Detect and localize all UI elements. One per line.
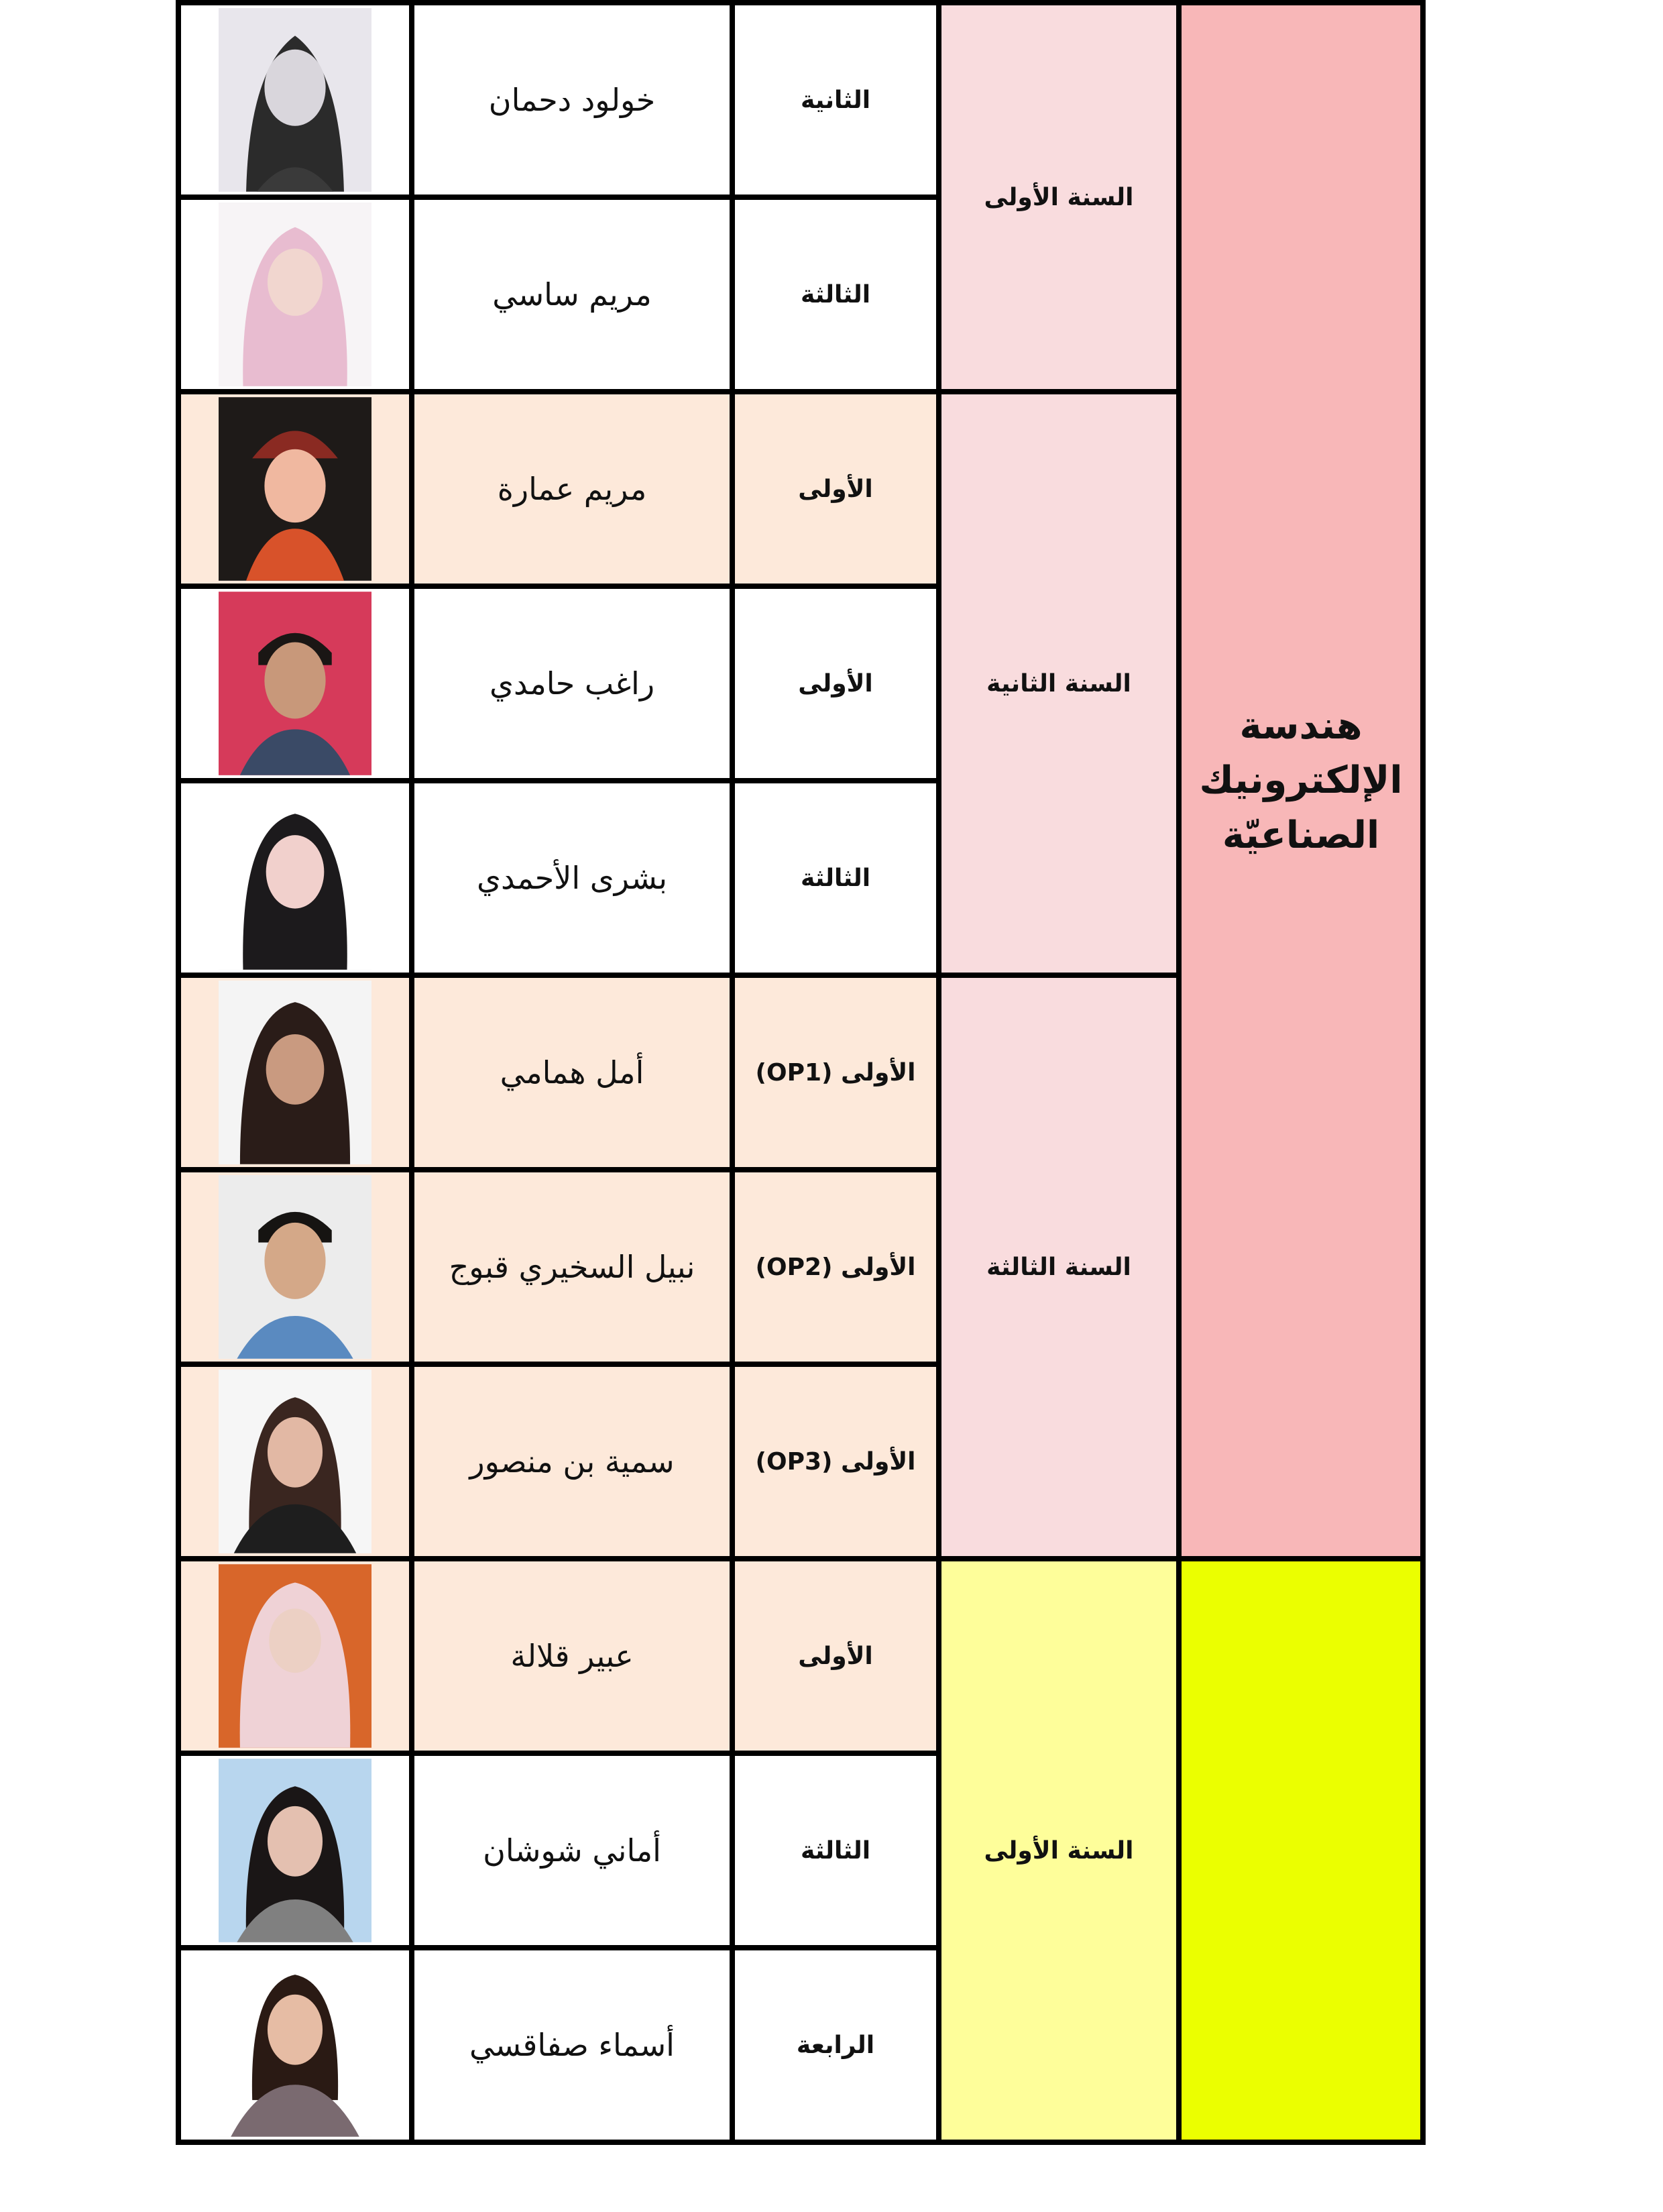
student-photo xyxy=(219,1953,371,2137)
student-photo xyxy=(219,592,371,775)
portrait-icon xyxy=(219,786,371,970)
portrait-icon xyxy=(219,1953,371,2137)
student-name: خولود دحمان xyxy=(412,3,732,197)
student-rank: الأولى xyxy=(732,586,939,781)
student-rank: الأولى xyxy=(732,392,939,586)
student-rank: الأولى (OP2) xyxy=(732,1170,939,1364)
student-photo-cell xyxy=(178,1753,412,1948)
student-name: نبيل السخيري قبوج xyxy=(412,1170,732,1364)
year-group-cell: السنة الثانية xyxy=(939,392,1179,975)
student-photo-cell xyxy=(178,1948,412,2142)
student-photo xyxy=(219,1175,371,1359)
student-name: أماني شوشان xyxy=(412,1753,732,1948)
student-photo xyxy=(219,1564,371,1748)
department-cell: هندسة الإلكترونيك الصناعيّة xyxy=(1179,3,1423,1559)
student-photo xyxy=(219,981,371,1164)
student-photo xyxy=(219,1370,371,1553)
portrait-icon xyxy=(219,981,371,1164)
portrait-icon xyxy=(219,1564,371,1748)
student-rank: الرابعة xyxy=(732,1948,939,2142)
student-photo-cell xyxy=(178,197,412,392)
year-group-cell: السنة الثالثة xyxy=(939,975,1179,1559)
student-photo-cell xyxy=(178,1559,412,1753)
student-name: بشرى الأحمدي xyxy=(412,781,732,975)
student-photo xyxy=(219,397,371,581)
portrait-icon xyxy=(219,1370,371,1553)
year-group-cell: السنة الأولى xyxy=(939,3,1179,392)
student-rank: الثالثة xyxy=(732,1753,939,1948)
student-roster-table xyxy=(176,0,1426,2145)
student-photo-cell xyxy=(178,1170,412,1364)
student-name: سمية بن منصور xyxy=(412,1364,732,1559)
student-rank: الأولى (OP3) xyxy=(732,1364,939,1559)
student-name: راغب حامدي xyxy=(412,586,732,781)
student-name: مريم ساسي xyxy=(412,197,732,392)
student-photo xyxy=(219,203,371,386)
table-row xyxy=(178,3,1423,197)
student-name: عبير قلالة xyxy=(412,1559,732,1753)
student-name: أمل همامي xyxy=(412,975,732,1170)
student-photo-cell xyxy=(178,392,412,586)
student-photo-cell xyxy=(178,781,412,975)
student-rank: الثالثة xyxy=(732,781,939,975)
portrait-icon xyxy=(219,397,371,581)
student-photo xyxy=(219,8,371,192)
student-rank: الثالثة xyxy=(732,197,939,392)
student-photo-cell xyxy=(178,975,412,1170)
portrait-icon xyxy=(219,8,371,192)
portrait-icon xyxy=(219,1175,371,1359)
portrait-icon xyxy=(219,203,371,386)
portrait-icon xyxy=(219,1759,371,1942)
student-photo-cell xyxy=(178,3,412,197)
student-rank: الثانية xyxy=(732,3,939,197)
portrait-icon xyxy=(219,592,371,775)
table-row xyxy=(178,1559,1423,1753)
year-group-cell: السنة الأولى xyxy=(939,1559,1179,2142)
student-photo xyxy=(219,1759,371,1942)
student-photo-cell xyxy=(178,1364,412,1559)
department-cell xyxy=(1179,1559,1423,2142)
student-photo-cell xyxy=(178,586,412,781)
student-name: مريم عمارة xyxy=(412,392,732,586)
student-rank: الأولى (OP1) xyxy=(732,975,939,1170)
student-photo xyxy=(219,786,371,970)
student-name: أسماء صفاقسي xyxy=(412,1948,732,2142)
student-rank: الأولى xyxy=(732,1559,939,1753)
